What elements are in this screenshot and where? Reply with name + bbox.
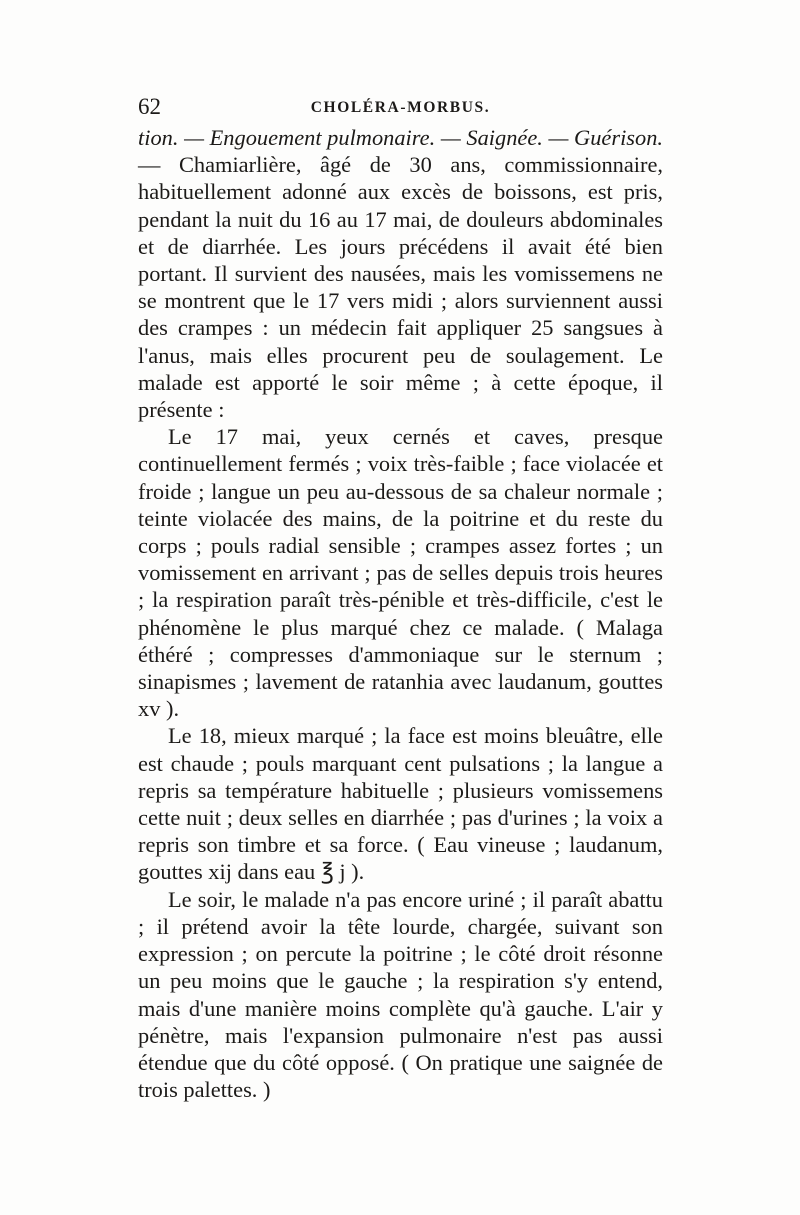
case-title-italic: tion. — Engouement pulmonaire. — Saignée. — Guérison. [138, 125, 663, 150]
paragraph-3: Le 18, mieux marqué ; la face est moins bleuâtre, elle est chaude ; pouls marquant cent pulsations ; la langue a repris sa température habituelle ; plusieurs vomissemens cette nuit ; deux selles en diarrhée ; pas d'urines ; la voix a repris son timbre et sa force. ( Eau vineuse ; laudanum, gouttes xij dans eau ℥ j ). [138, 723, 663, 885]
body-text [138, 124, 663, 1103]
paragraph-2: Le 17 mai, yeux cernés et caves, presque continuellement fermés ; voix très-faible ; face violacée et froide ; langue un peu au-dessous de sa chaleur normale ; teinte violacée des mains, de la poitrine et du reste du corps ; pouls radial sensible ; crampes assez fortes ; un vomissement en arrivant ; pas de selles depuis trois heures ; la respiration paraît très-pénible et très-difficile, c'est le phénomène le plus marqué chez ce malade. ( Malaga éthéré ; compresses d'ammoniaque sur le sternum ; sinapismes ; lavement de ratanhia avec laudanum, gouttes xv ). [138, 424, 663, 722]
paragraph-4: Le soir, le malade n'a pas encore uriné ; il paraît abattu ; il prétend avoir la tête lourde, chargée, suivant son expression ; on percute la poitrine ; le côté droit résonne un peu moins que le gauche ; la respiration s'y entend, mais d'une manière moins complète qu'à gauche. L'air y pénètre, mais l'expansion pulmonaire n'est pas aussi étendue que du côté opposé. ( On pratique une saignée de trois palettes. ) [138, 886, 663, 1103]
paragraph-1-text: — Chamiarlière, âgé de 30 ans, commissionnaire, habituellement adonné aux excès de boissons, est pris, pendant la nuit du 16 au 17 mai, de douleurs abdominales et de diarrhée. Les jours précédens il avait été bien portant. Il survient des nausées, mais les vomissemens ne se montrent que le 17 vers midi ; alors surviennent aussi des crampes : un médecin fait appliquer 25 sangsues à l'anus, mais elles procurent peu de soulagement. Le malade est apporté le soir même ; à cette époque, il présente : [138, 152, 663, 423]
page-number: 62 [138, 94, 161, 119]
page-header [138, 92, 663, 122]
running-head: CHOLÉRA-MORBUS. [310, 99, 491, 116]
paragraph-1 [138, 124, 663, 423]
